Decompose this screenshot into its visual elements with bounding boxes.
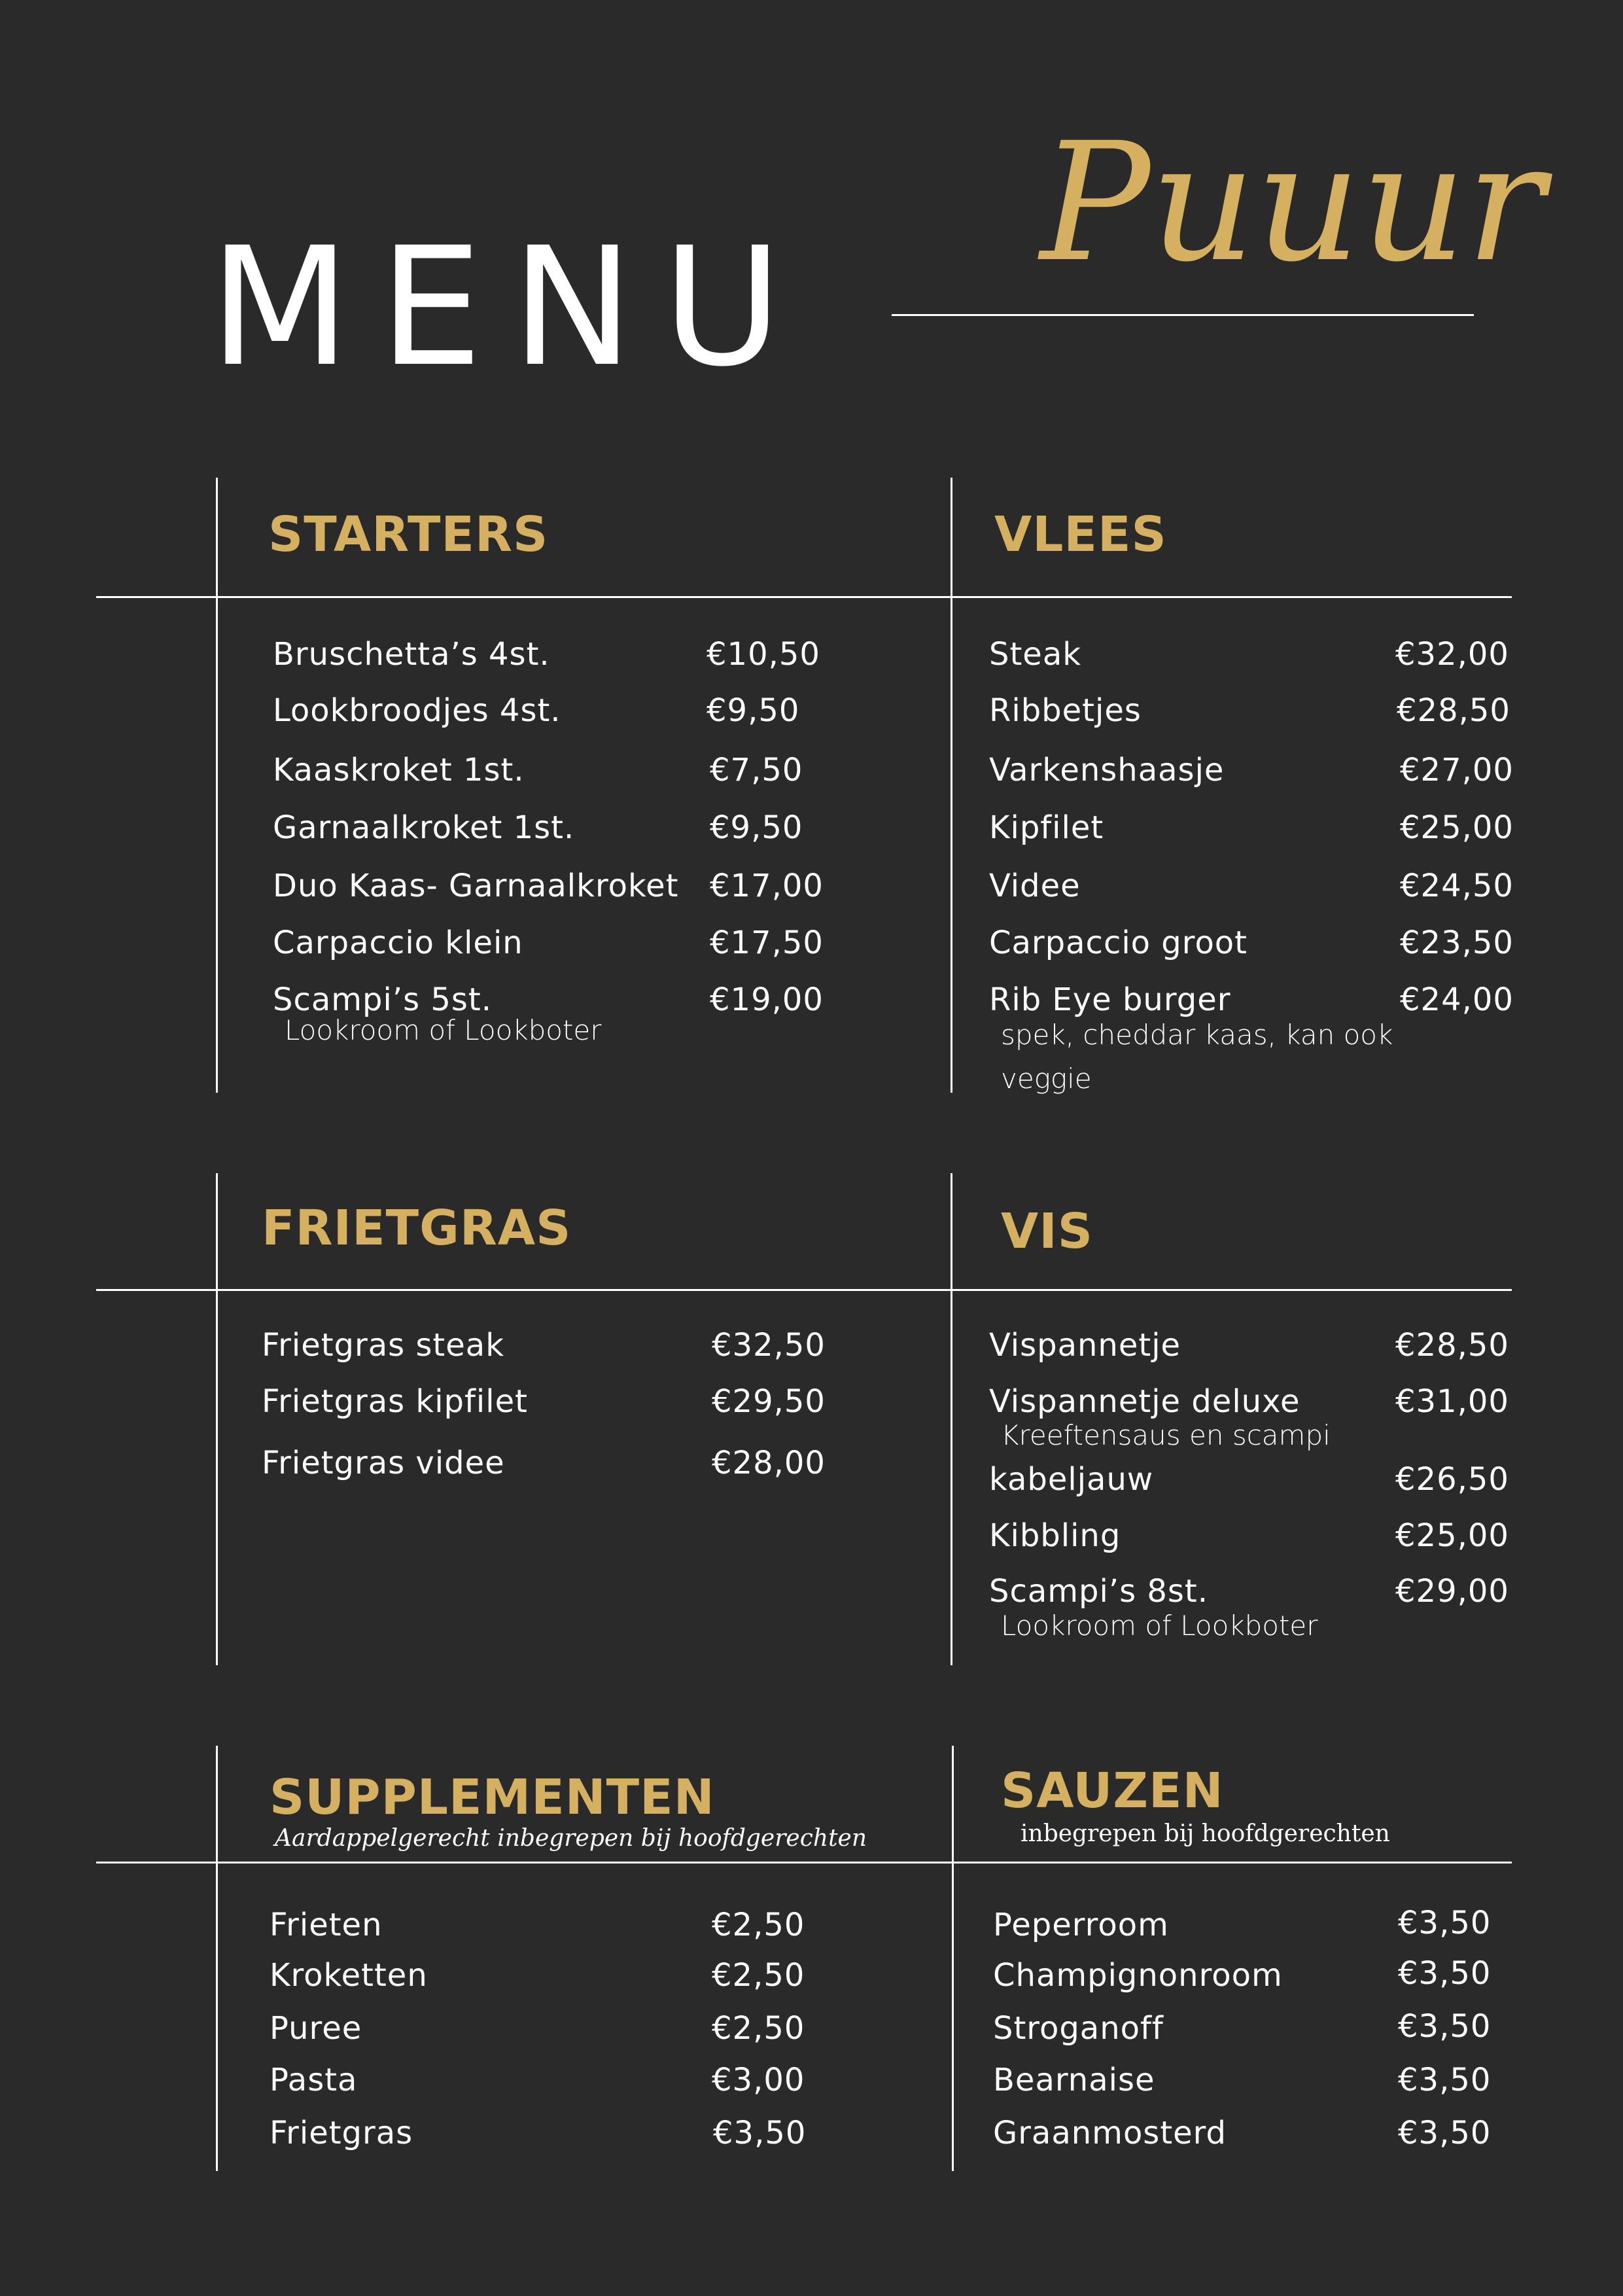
menu-item-name: Kipfilet: [989, 809, 1104, 846]
vertical-line-mid-3: [952, 1746, 954, 2171]
menu-item-price: €28,50: [1395, 1327, 1509, 1364]
menu-item-price: €10,50: [707, 636, 820, 673]
menu-item-price: €28,00: [712, 1445, 826, 1481]
menu-item-price: €7,50: [710, 752, 803, 788]
menu-item-name: Peperroom: [993, 1907, 1169, 1943]
menu-item-name: Varkenshaasje: [989, 752, 1225, 788]
menu-item-name: Duo Kaas- Garnaalkroket: [273, 868, 679, 904]
divider-row-2: [96, 1289, 1512, 1291]
menu-item-name: Vispannetje: [989, 1327, 1181, 1364]
menu-item-price: €2,50: [712, 1957, 805, 1994]
menu-item-name: Kroketten: [270, 1957, 428, 1994]
menu-item-name: Kaaskroket 1st.: [273, 752, 525, 788]
brand-underline: [892, 314, 1474, 316]
menu-item-note: Lookroom of Lookboter: [285, 1014, 602, 1046]
menu-item-name: Stroganoff: [993, 2010, 1164, 2047]
menu-item-name: kabeljauw: [989, 1461, 1154, 1498]
divider-row-1: [96, 596, 1512, 598]
menu-item-price: €31,00: [1395, 1383, 1509, 1420]
menu-item-price: €3,50: [1398, 2115, 1492, 2151]
menu-item-price: €3,50: [713, 2115, 807, 2151]
menu-item-name: Champignonroom: [993, 1957, 1283, 1994]
menu-item-name: Carpaccio groot: [989, 925, 1248, 961]
vertical-line-mid-2: [951, 1173, 952, 1665]
menu-item-price: €29,50: [712, 1383, 826, 1420]
menu-item-name: Pasta: [270, 2062, 358, 2098]
section-title-vlees: VLEES: [994, 506, 1167, 563]
section-subtitle-supplementen: Aardappelgerecht inbegrepen bij hoofdgerechten: [275, 1825, 867, 1852]
menu-item-price: €3,00: [712, 2062, 805, 2098]
menu-item-name: Graanmosterd: [993, 2115, 1227, 2151]
menu-item-price: €3,50: [1398, 2008, 1492, 2045]
menu-title: MENU: [209, 212, 811, 402]
section-title-supplementen: SUPPLEMENTEN: [270, 1769, 715, 1826]
menu-item-name: Ribbetjes: [989, 692, 1142, 729]
menu-item-price: €2,50: [712, 1907, 805, 1943]
menu-item-name: Carpaccio klein: [273, 925, 523, 961]
menu-item-price: €25,00: [1400, 809, 1514, 846]
menu-item-price: €9,50: [710, 809, 803, 846]
menu-item-price: €3,50: [1398, 1905, 1492, 1941]
menu-item-price: €2,50: [712, 2010, 805, 2047]
brand-logo: Puuur: [1040, 107, 1544, 298]
menu-item-name: Kibbling: [989, 1517, 1121, 1554]
menu-item-price: €17,00: [710, 868, 824, 904]
vertical-line-mid-1: [951, 478, 952, 1093]
section-title-frietgras: FRIETGRAS: [262, 1200, 572, 1256]
menu-item-price: €19,00: [710, 981, 824, 1018]
menu-item-price: €26,50: [1395, 1461, 1509, 1498]
menu-item-note: Lookroom of Lookboter: [1001, 1610, 1318, 1642]
section-title-sauzen: SAUZEN: [1001, 1763, 1224, 1819]
menu-item-name: Rib Eye burger: [989, 981, 1231, 1018]
menu-item-price: €9,50: [707, 692, 800, 729]
menu-item-name: Bruschetta’s 4st.: [273, 636, 550, 673]
menu-item-name: Vispannetje deluxe: [989, 1383, 1300, 1420]
menu-item-name: Frietgras videe: [262, 1445, 505, 1481]
menu-item-name: Puree: [270, 2010, 362, 2047]
menu-item-name: Frieten: [270, 1907, 383, 1943]
menu-item-note: spek, cheddar kaas, kan ook: [1001, 1019, 1393, 1051]
vertical-line-left-1: [216, 478, 218, 1093]
menu-item-name: Videe: [989, 868, 1081, 904]
menu-item-price: €3,50: [1398, 2062, 1492, 2098]
menu-item-name: Steak: [989, 636, 1082, 673]
vertical-line-left-2: [216, 1173, 218, 1665]
menu-item-price: €25,00: [1395, 1517, 1509, 1554]
menu-item-price: €28,50: [1397, 692, 1510, 729]
menu-item-name: Scampi’s 8st.: [989, 1573, 1208, 1610]
menu-item-price: €24,50: [1400, 868, 1514, 904]
menu-item-name: Lookbroodjes 4st.: [273, 692, 561, 729]
section-title-vis: VIS: [1001, 1203, 1094, 1260]
menu-item-price: €29,00: [1395, 1573, 1509, 1610]
section-subtitle-sauzen: inbegrepen bij hoofdgerechten: [1021, 1820, 1390, 1847]
menu-item-price: €24,00: [1400, 981, 1514, 1018]
menu-item-price: €32,00: [1395, 636, 1509, 673]
menu-item-price: €27,00: [1400, 752, 1514, 788]
menu-item-name: Frietgras kipfilet: [262, 1383, 528, 1420]
divider-row-3: [96, 1862, 1512, 1863]
menu-item-note: Kreeftensaus en scampi: [1001, 1419, 1331, 1451]
vertical-line-left-3: [216, 1746, 218, 2171]
menu-item-name: Frietgras: [270, 2115, 413, 2151]
menu-item-name: Bearnaise: [993, 2062, 1155, 2098]
menu-item-name: Garnaalkroket 1st.: [273, 809, 575, 846]
menu-item-name: Scampi’s 5st.: [273, 981, 492, 1018]
menu-item-price: €17,50: [710, 925, 824, 961]
menu-item-name: Frietgras steak: [262, 1327, 504, 1364]
menu-item-price: €3,50: [1398, 1955, 1492, 1992]
section-title-starters: STARTERS: [268, 506, 549, 563]
menu-item-note: veggie: [1001, 1063, 1092, 1095]
menu-item-price: €32,50: [712, 1327, 826, 1364]
menu-item-price: €23,50: [1400, 925, 1514, 961]
